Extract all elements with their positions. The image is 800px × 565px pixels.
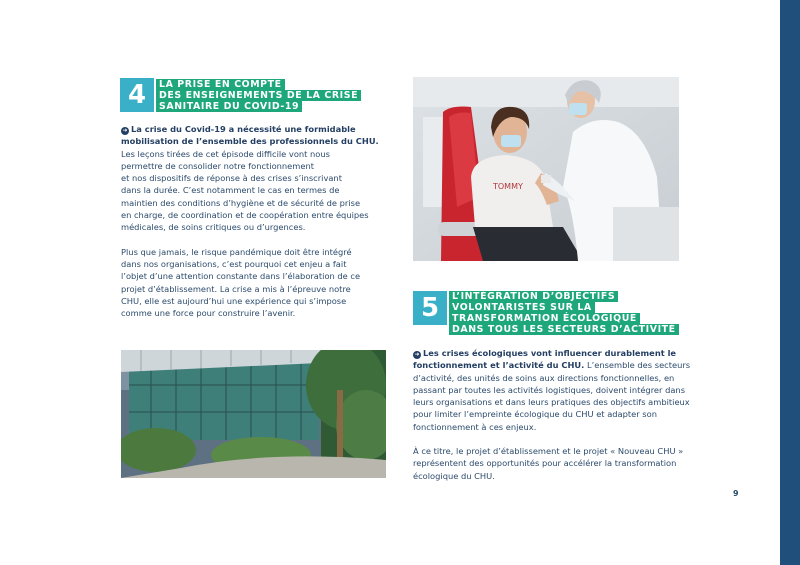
section-5-lead-paragraph <box>413 347 695 433</box>
vaccination-photo <box>413 77 679 261</box>
hospital-building-photo <box>121 350 386 478</box>
section-4-body-line: permettre de consolider notre fonctionnement <box>121 160 314 171</box>
section-5-title-line: VOLONTARISTES SUR LA <box>449 302 595 313</box>
section-5-body: L’ensemble des secteurs d’activité, des unités de soins aux directions fonctionnelles, en passant par toutes les activités logistiques, doivent intégrer dans leurs organisations et dans leurs pratiques des objectifs ambitieux pour limiter l’empreinte écologique du CHU et adapter son fonctionnement à ces enjeux. <box>413 360 691 432</box>
section-4-lead-paragraph <box>121 123 393 234</box>
section-4-body-line: Les leçons tirées de cet épisode difficile vont nous <box>121 148 330 159</box>
section-4-body-line: en charge, de coordination et de coopération entre équipes <box>121 210 369 221</box>
section-4-text <box>121 123 393 319</box>
section-4-body-line: dans nos organisations, c’est pourquoi cet enjeu a fait <box>121 258 347 269</box>
section-4-lead: La crise du Covid-19 a nécessité une formidable mobilisation de l’ensemble des professionnels du CHU. <box>121 124 379 147</box>
section-4-title-line: DES ENSEIGNEMENTS DE LA CRISE <box>156 90 361 101</box>
section-5-text <box>413 347 695 482</box>
arrow-right-icon: ➜ <box>122 127 128 134</box>
section-5-title-line: DANS TOUS LES SECTEURS D’ACTIVITÉ <box>449 324 679 335</box>
section-4-paragraph-2 <box>121 246 393 320</box>
section-4-body-line: comme une force pour construire l’avenir. <box>121 308 296 319</box>
arrow-right-icon: ➜ <box>414 351 420 358</box>
section-4-title-line: SANITAIRE DU COVID-19 <box>156 101 302 112</box>
section-4-body-line: CHU, elle est aujourd’hui une expérience qui s’impose <box>121 295 347 306</box>
section-4-body-line: l’objet d’une attention constante dans l’élaboration de ce <box>121 271 361 282</box>
section-5-title-line: TRANSFORMATION ÉCOLOGIQUE <box>449 313 640 324</box>
section-5-lead: Les crises écologiques vont influencer durablement le fonctionnement et l’activité du CHU. <box>413 348 677 371</box>
section-4-title <box>156 79 361 112</box>
section-5-number-badge: 5 <box>413 291 447 325</box>
section-4-body-line: médicales, de soins critiques ou d’urgences. <box>121 222 306 233</box>
page-number: 9 <box>733 489 739 498</box>
section-5-paragraph-2: À ce titre, le projet d’établissement et le projet « Nouveau CHU » représentent des opportunités pour accélérer la transformation écologique du CHU. <box>413 446 684 481</box>
section-5-title <box>449 291 679 335</box>
section-4-body-line: et nos dispositifs de réponse à des crises s’inscrivant <box>121 173 342 184</box>
section-4-body-line: maintien des conditions d’hygiène et de sécurité de prise <box>121 197 361 208</box>
section-4-number-badge: 4 <box>120 78 154 112</box>
svg-text:TOMMY: TOMMY <box>493 182 523 191</box>
section-4-body-line: Plus que jamais, le risque pandémique doit être intégré <box>121 246 352 257</box>
section-4-body-line: dans la durée. C’est notamment le cas en termes de <box>121 185 340 196</box>
section-5-title-line: L’INTÉGRATION D’OBJECTIFS <box>449 291 618 302</box>
page-edge-band <box>780 0 800 565</box>
section-4-body-line: projet d’établissement. La crise a mis à l’épreuve notre <box>121 283 351 294</box>
section-4-title-line: LA PRISE EN COMPTE <box>156 79 285 90</box>
